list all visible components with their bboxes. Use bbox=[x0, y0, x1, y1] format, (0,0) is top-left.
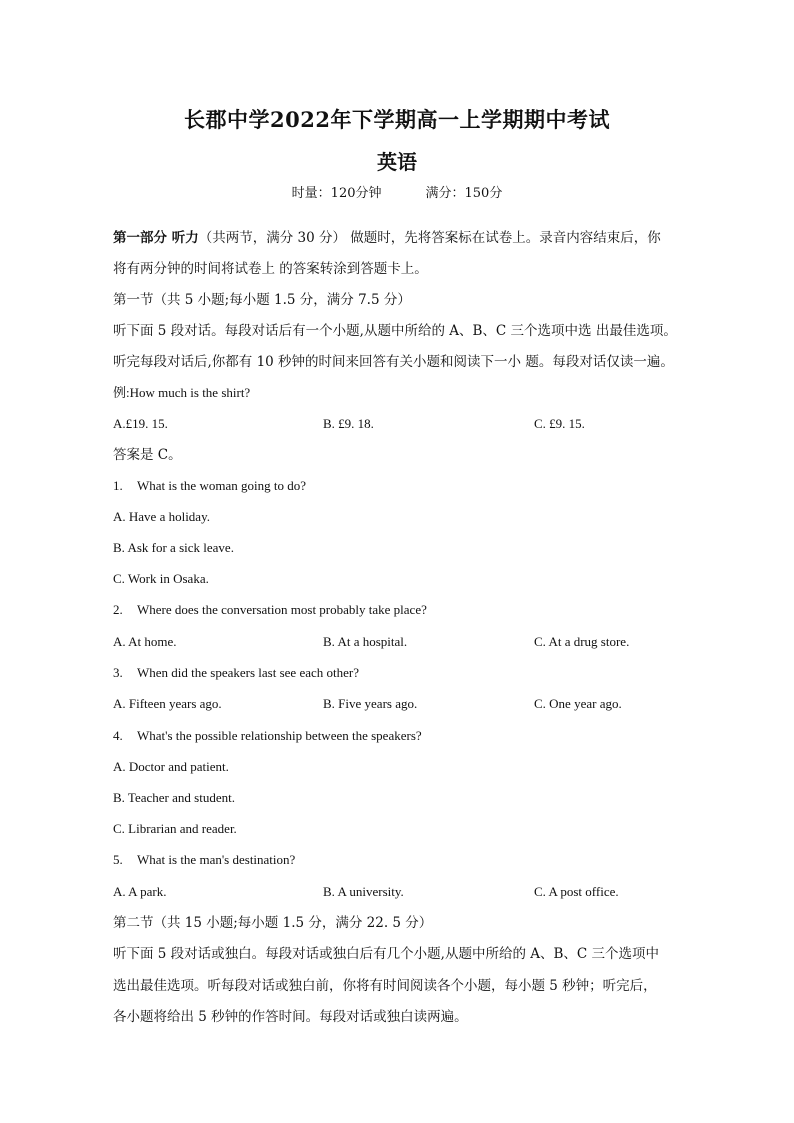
question-1 bbox=[113, 477, 693, 495]
section2-title: 第二节（共 15 小题;每小题 1.5 分，满分 22. 5 分） bbox=[113, 915, 433, 931]
section2-instruction-3: 各小题将给出 5 秒钟的作答时间。每段对话或独白读两遍。 bbox=[113, 1009, 468, 1025]
question-2 bbox=[113, 601, 693, 619]
example-option-c: C. £9. 15. bbox=[534, 416, 585, 431]
q1-option-b: B. Ask for a sick leave. bbox=[113, 540, 234, 555]
example-answer: 答案是 C。 bbox=[113, 447, 182, 463]
question-5 bbox=[113, 851, 693, 869]
q3-option-c: C. One year ago. bbox=[534, 696, 622, 711]
question-number: 3. bbox=[113, 665, 123, 680]
example-question: 例:How much is the shirt? bbox=[113, 385, 251, 400]
q2-option-c: C. At a drug store. bbox=[534, 634, 630, 649]
section1-instruction-2: 听完每段对话后,你都有 10 秒钟的时间来回答有关小题和阅读下一小 题。每段对话仅读一遍。 bbox=[113, 354, 674, 370]
q4-option-b: B. Teacher and student. bbox=[113, 790, 235, 805]
question-text: What is the woman going to do? bbox=[137, 478, 306, 493]
question-4 bbox=[113, 727, 693, 745]
q2-option-b: B. At a hospital. bbox=[323, 634, 408, 649]
q4-option-c: C. Librarian and reader. bbox=[113, 821, 237, 836]
question-number: 1. bbox=[113, 478, 123, 493]
exam-info bbox=[0, 182, 794, 201]
question-3 bbox=[113, 664, 693, 682]
example-option-b: B. £9. 18. bbox=[323, 416, 374, 431]
part1-heading-line2: 将有两分钟的时间将试卷上 的答案转涂到答题卡上。 bbox=[113, 261, 428, 277]
q5-option-c: C. A post office. bbox=[534, 884, 619, 899]
question-text: What's the possible relationship between the speakers? bbox=[137, 728, 422, 743]
section2-instruction-1: 听下面 5 段对话或独白。每段对话或独白后有几个小题,从题中所给的 A、B、C 三个选项中 bbox=[113, 946, 660, 962]
q1-option-c: C. Work in Osaka. bbox=[113, 571, 209, 586]
question-number: 2. bbox=[113, 602, 123, 617]
section1-title: 第一节（共 5 小题;每小题 1.5 分，满分 7.5 分） bbox=[113, 292, 411, 308]
q5-option-b: B. A university. bbox=[323, 884, 404, 899]
section2-instruction-2: 选出最佳选项。听每段对话或独白前，你将有时间阅读各个小题，每小题 5 秒钟；听完后， bbox=[113, 978, 657, 994]
section1-instruction-1: 听下面 5 段对话。每段对话后有一个小题,从题中所给的 A、B、C 三个选项中选 出最佳选项。 bbox=[113, 323, 677, 339]
question-text: What is the man's destination? bbox=[137, 852, 296, 867]
time-limit: 时量：120分钟 bbox=[291, 186, 382, 201]
q1-option-a: A. Have a holiday. bbox=[113, 509, 210, 524]
part1-heading-rest: （共两节，满分 30 分） 做题时，先将答案标在试卷上。录音内容结束后，你 bbox=[198, 230, 661, 246]
question-number: 4. bbox=[113, 728, 123, 743]
example-option-a: A.£19. 15. bbox=[113, 416, 168, 431]
q3-option-a: A. Fifteen years ago. bbox=[113, 696, 222, 711]
question-number: 5. bbox=[113, 852, 123, 867]
exam-title: 长郡中学2022年下学期高一上学期期中考试 bbox=[184, 107, 610, 132]
q2-option-a: A. At home. bbox=[113, 634, 177, 649]
question-text: When did the speakers last see each other? bbox=[137, 665, 359, 680]
part1-heading bbox=[113, 229, 693, 247]
q4-option-a: A. Doctor and patient. bbox=[113, 759, 229, 774]
subject-title: 英语 bbox=[377, 150, 417, 174]
part1-heading-bold: 第一部分 听力 bbox=[113, 230, 199, 246]
full-score: 满分：150分 bbox=[425, 186, 503, 201]
q3-option-b: B. Five years ago. bbox=[323, 696, 418, 711]
question-text: Where does the conversation most probably take place? bbox=[137, 602, 427, 617]
q5-option-a: A. A park. bbox=[113, 884, 167, 899]
